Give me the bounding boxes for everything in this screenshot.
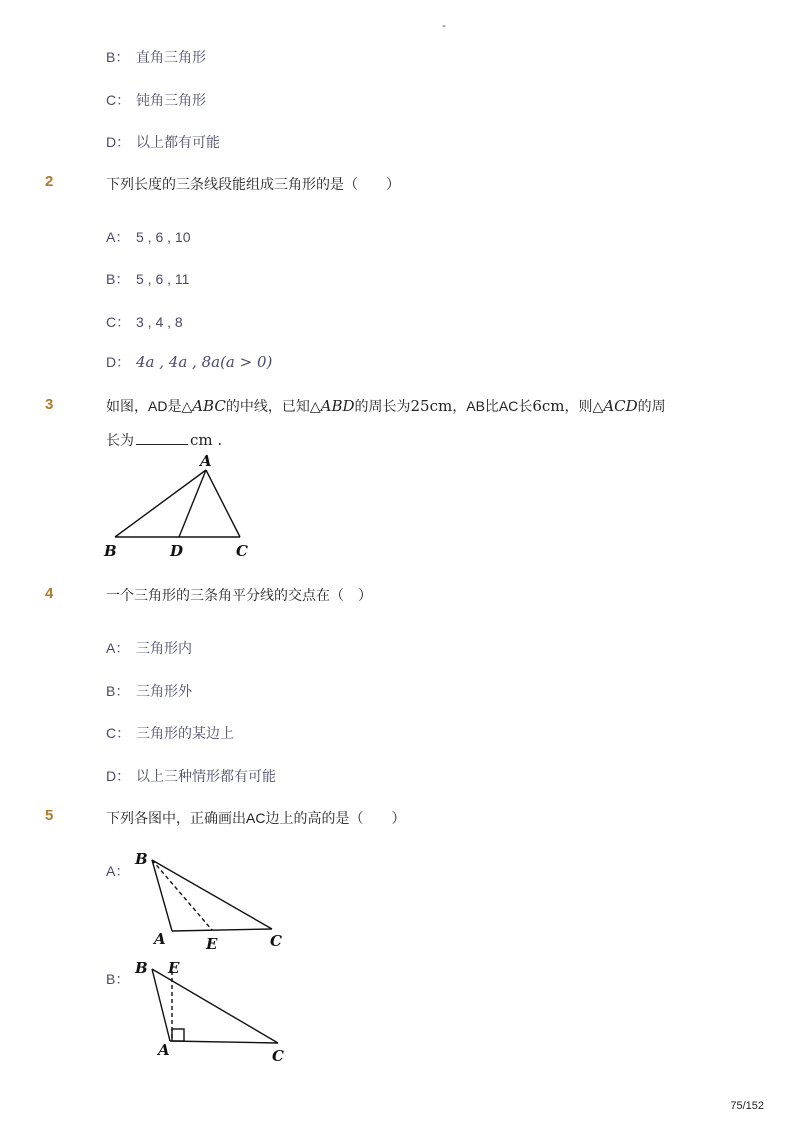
option-label: A： bbox=[106, 229, 130, 245]
math-abd: ABD bbox=[320, 397, 355, 415]
option-text: 5 , 6 , 10 bbox=[136, 229, 191, 245]
option-text: 以上三种情形都有可能 bbox=[136, 768, 276, 784]
q4-option-a[interactable] bbox=[106, 638, 192, 658]
q4-option-b[interactable] bbox=[106, 681, 192, 701]
label-a: A bbox=[200, 452, 212, 470]
segment-ac bbox=[172, 929, 272, 931]
q5-figure-b bbox=[130, 955, 300, 1070]
right-angle-mark bbox=[172, 1029, 184, 1041]
stem-text: 的中线，已知△ bbox=[225, 398, 321, 414]
option-label: D： bbox=[106, 134, 131, 150]
label-d: D bbox=[170, 542, 184, 560]
segment-ba bbox=[152, 969, 170, 1041]
q2-option-a[interactable] bbox=[106, 227, 190, 247]
option-text: 以上都有可能 bbox=[136, 134, 220, 150]
label-c: C bbox=[236, 542, 248, 560]
label-a: A bbox=[158, 1041, 170, 1059]
stem-text: 如图，AD是△ bbox=[106, 398, 193, 414]
q5-option-a-label[interactable]: A： bbox=[106, 863, 130, 879]
question-3-stem bbox=[106, 396, 666, 416]
question-2-stem: 下列长度的三条线段能组成三角形的是（ ） bbox=[106, 176, 400, 192]
question-3-stem-line2 bbox=[106, 430, 222, 450]
option-text: 钝角三角形 bbox=[136, 92, 206, 108]
option-text: 4a , 4a , 8a(a > 0) bbox=[136, 353, 273, 371]
math-25cm: 25cm bbox=[410, 397, 453, 415]
stem-text: 的周 bbox=[637, 398, 666, 414]
option-label: D： bbox=[106, 768, 131, 784]
segment-be-dashed bbox=[152, 860, 212, 930]
option-label: B： bbox=[106, 49, 130, 65]
q2-option-b[interactable] bbox=[106, 269, 189, 289]
option-label: D： bbox=[106, 354, 131, 370]
question-number-3: 3 bbox=[45, 396, 54, 413]
segment-bc bbox=[152, 969, 278, 1043]
segment-bc bbox=[152, 860, 272, 929]
stem-text: ，AB比AC长 bbox=[452, 398, 533, 414]
option-text: 三角形外 bbox=[136, 683, 192, 699]
option-label: C： bbox=[106, 314, 131, 330]
question-4-stem: 一个三角形的三条角平分线的交点在（ ） bbox=[106, 587, 372, 603]
question-5-stem: 下列各图中，正确画出AC边上的高的是（ ） bbox=[106, 810, 406, 826]
math-abc: ABC bbox=[192, 397, 226, 415]
label-b: B bbox=[135, 850, 148, 868]
label-c: C bbox=[272, 1047, 284, 1065]
q1-option-b[interactable] bbox=[106, 47, 206, 67]
option-text: 三角形的某边上 bbox=[136, 725, 234, 741]
option-label: B： bbox=[106, 683, 130, 699]
math-acd: ACD bbox=[603, 397, 638, 415]
option-label: A： bbox=[106, 640, 130, 656]
stem-text: ，则△ bbox=[564, 398, 604, 414]
math-6cm: 6cm bbox=[532, 397, 565, 415]
page-number: 75/152 bbox=[730, 1100, 764, 1112]
option-label: B： bbox=[106, 271, 130, 287]
question-number-4: 4 bbox=[45, 585, 54, 602]
page-top-mark: - bbox=[442, 18, 446, 32]
label-b: B bbox=[104, 542, 117, 560]
option-text: 直角三角形 bbox=[136, 49, 206, 65]
option-text: 3 , 4 , 8 bbox=[136, 314, 183, 330]
label-b: B bbox=[135, 959, 148, 977]
label-e: E bbox=[168, 959, 180, 977]
segment-ac bbox=[206, 470, 240, 537]
q1-option-c[interactable] bbox=[106, 90, 206, 110]
label-c: C bbox=[270, 932, 282, 950]
q4-option-d[interactable] bbox=[106, 766, 276, 786]
q5-option-b-label[interactable]: B： bbox=[106, 971, 130, 987]
question-number-2: 2 bbox=[45, 173, 54, 190]
q4-option-c[interactable] bbox=[106, 723, 234, 743]
label-a: A bbox=[154, 930, 166, 948]
stem-text: 的周长为 bbox=[354, 398, 411, 414]
segment-ac bbox=[170, 1041, 278, 1043]
option-label: C： bbox=[106, 92, 131, 108]
unit-cm: cm . bbox=[190, 431, 223, 449]
answer-blank[interactable] bbox=[136, 432, 188, 445]
option-text: 5 , 6 , 11 bbox=[136, 271, 190, 287]
label-e: E bbox=[206, 935, 218, 953]
q1-option-d[interactable] bbox=[106, 132, 220, 152]
option-label: C： bbox=[106, 725, 131, 741]
q2-option-d[interactable] bbox=[106, 352, 272, 372]
q2-option-c[interactable] bbox=[106, 312, 183, 332]
q5-figure-a bbox=[130, 848, 300, 958]
question-number-5: 5 bbox=[45, 807, 54, 824]
stem-text: 长为 bbox=[106, 432, 134, 448]
option-text: 三角形内 bbox=[136, 640, 192, 656]
q3-triangle-figure bbox=[100, 450, 260, 565]
